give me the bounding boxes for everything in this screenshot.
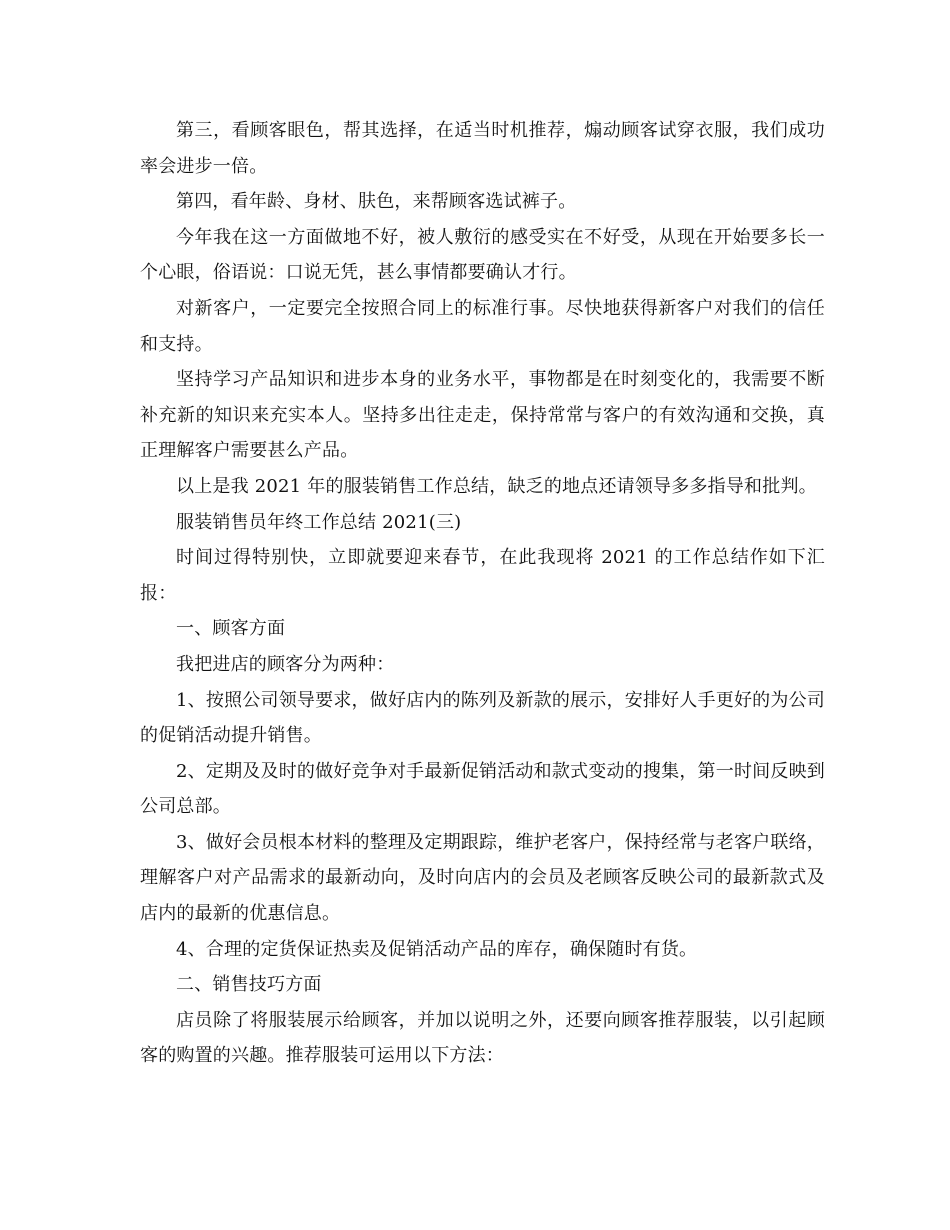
document-body	[140, 113, 825, 1074]
paragraph-16: 店员除了将服装展示给顾客，并加以说明之外，还要向顾客推荐服装，以引起顾客的购置的兴趣。推荐服装可运用以下方法：	[140, 1009, 825, 1067]
paragraph-1: 第三，看顾客眼色，帮其选择，在适当时机推荐，煽动顾客试穿衣服，我们成功率会进步一倍。	[140, 120, 825, 177]
paragraph-5: 坚持学习产品知识和进步本身的业务水平，事物都是在时刻变化的，我需要不断补充新的知识来充实本人。坚持多出往走走，保持常常与客户的有效沟通和交换，真正理解客户需要甚么产品。	[140, 369, 825, 462]
list-item-3: 3、做好会员根本材料的整理及定期跟踪，维护老客户，保持经常与老客户联络，理解客户对产品需求的最新动向，及时向店内的会员及老顾客反映公司的最新款式及店内的最新的优惠信息。	[140, 831, 825, 925]
list-item-1: 1、按照公司领导要求，做好店内的陈列及新款的展示，安排好人手更好的为公司的促销活动提升销售。	[140, 689, 825, 747]
paragraph-8: 时间过得特别快，立即就要迎来春节，在此我现将 2021 的工作总结作如下汇报：	[140, 547, 825, 604]
paragraph-6: 以上是我 2021 年的服装销售工作总结，缺乏的地点还请领导多多指导和批判。	[176, 475, 817, 497]
heading-sales-skills: 二、销售技巧方面	[176, 974, 322, 996]
section-title: 服装销售员年终工作总结 2021(三)	[176, 511, 462, 533]
list-item-2: 2、定期及及时的做好竞争对手最新促销活动和款式变动的搜集，第一时间反映到公司总部。	[140, 760, 825, 818]
paragraph-2: 第四，看年龄、身材、肤色，来帮顾客选试裤子。	[176, 191, 577, 213]
heading-customer: 一、顾客方面	[176, 618, 286, 640]
list-item-4: 4、合理的定货保证热卖及促销活动产品的库存，确保随时有货。	[176, 938, 698, 960]
paragraph-4: 对新客户，一定要完全按照合同上的标准行事。尽快地获得新客户对我们的信任和支持。	[140, 297, 825, 355]
paragraph-10: 我把进店的顾客分为两种：	[176, 653, 395, 675]
paragraph-3: 今年我在这一方面做地不好，被人敷衍的感受实在不好受，从现在开始要多长一个心眼，俗语说：口说无凭，甚么事情都要确认才行。	[140, 226, 825, 284]
